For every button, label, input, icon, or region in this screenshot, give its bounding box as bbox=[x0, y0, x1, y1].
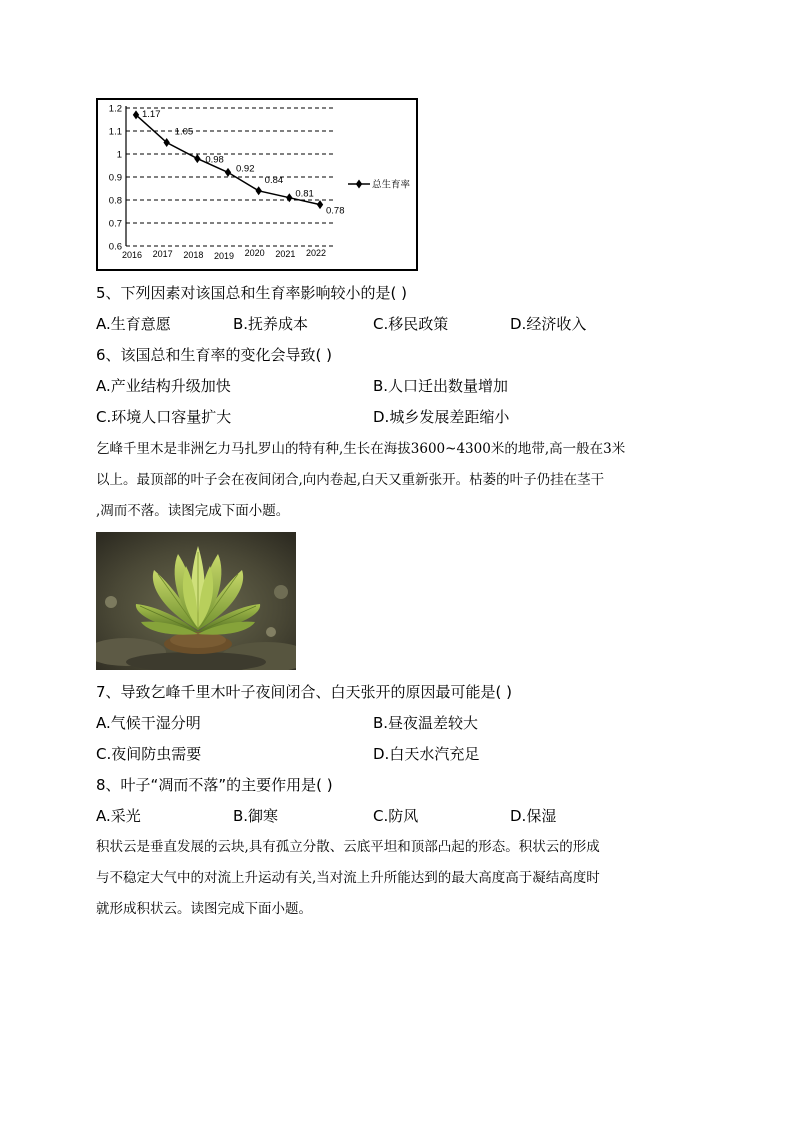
q8-option-c[interactable]: C.防风 bbox=[373, 807, 419, 825]
series-line bbox=[136, 115, 320, 205]
x-tick-label: 2017 bbox=[152, 249, 173, 259]
y-tick-label: 1 bbox=[116, 149, 122, 161]
q6-option-d[interactable]: D.城乡发展差距缩小 bbox=[373, 408, 510, 426]
question-6-stem: 6、该国总和生育率的变化会导致( ) bbox=[96, 346, 333, 364]
data-point bbox=[163, 138, 169, 147]
data-point bbox=[225, 168, 231, 177]
x-tick-label: 2018 bbox=[183, 250, 204, 260]
y-tick-label: 0.9 bbox=[108, 172, 122, 184]
data-point bbox=[255, 186, 261, 195]
data-point bbox=[133, 110, 139, 119]
x-tick-label: 2020 bbox=[244, 248, 265, 258]
q7-option-d[interactable]: D.白天水汽充足 bbox=[373, 745, 480, 763]
q5-option-b[interactable]: B.抚养成本 bbox=[233, 315, 309, 333]
data-label: 0.92 bbox=[236, 163, 255, 175]
data-label: 0.84 bbox=[264, 174, 284, 186]
plant-photo bbox=[96, 532, 296, 670]
passage-cumulus-line: 就形成积状云。读图完成下面小题。 bbox=[96, 901, 312, 917]
question-5-stem: 5、下列因素对该国总和生育率影响较小的是( ) bbox=[96, 284, 408, 302]
question-7-stem: 7、导致乞峰千里木叶子夜间闭合、白天张开的原因最可能是( ) bbox=[96, 683, 513, 701]
q5-option-c[interactable]: C.移民政策 bbox=[373, 315, 449, 333]
q5-option-d[interactable]: D.经济收入 bbox=[510, 315, 587, 333]
q8-option-a[interactable]: A.采光 bbox=[96, 807, 141, 825]
q8-option-d[interactable]: D.保湿 bbox=[510, 807, 557, 825]
y-tick-label: 0.7 bbox=[108, 218, 122, 230]
passage-plant-line: ,凋而不落。读图完成下面小题。 bbox=[96, 503, 290, 519]
x-tick-label: 2021 bbox=[275, 249, 296, 259]
q5-option-a[interactable]: A.生育意愿 bbox=[96, 315, 171, 333]
passage-cumulus-line: 与不稳定大气中的对流上升运动有关,当对流上升所能达到的最大高度高于凝结高度时 bbox=[96, 870, 600, 886]
passage-cumulus bbox=[96, 832, 696, 925]
x-tick-label: 2022 bbox=[305, 248, 327, 258]
passage-cumulus-line: 积状云是垂直发展的云块,具有孤立分散、云底平坦和顶部凸起的形态。积状云的形成 bbox=[96, 839, 600, 855]
passage-plant-line: 以上。最顶部的叶子会在夜间闭合,向内卷起,白天又重新张开。枯萎的叶子仍挂在茎干 bbox=[96, 472, 605, 488]
data-label: 1.05 bbox=[174, 126, 194, 138]
q6-option-c[interactable]: C.环境人口容量扩大 bbox=[96, 408, 232, 426]
legend-marker bbox=[356, 180, 362, 189]
x-tick-label: 2016 bbox=[121, 250, 143, 260]
q7-option-b[interactable]: B.昼夜温差较大 bbox=[373, 714, 479, 732]
y-tick-label: 0.6 bbox=[108, 241, 122, 253]
passage-plant-line: 乞峰千里木是非洲乞力马扎罗山的特有种,生长在海拔3600~4300米的地带,高一般在3米 bbox=[96, 441, 626, 457]
q6-option-a[interactable]: A.产业结构升级加快 bbox=[96, 377, 231, 395]
q7-option-c[interactable]: C.夜间防虫需要 bbox=[96, 745, 202, 763]
q7-option-a[interactable]: A.气候干湿分明 bbox=[96, 714, 201, 732]
y-tick-label: 1.1 bbox=[108, 126, 122, 138]
passage-plant bbox=[96, 434, 696, 527]
question-8-stem: 8、叶子“凋而不落”的主要作用是( ) bbox=[96, 776, 333, 794]
data-label: 0.98 bbox=[205, 154, 224, 166]
y-tick-label: 1.2 bbox=[108, 103, 122, 115]
line-chart bbox=[98, 100, 416, 269]
x-tick-label: 2019 bbox=[213, 251, 235, 261]
y-tick-label: 0.8 bbox=[108, 195, 122, 207]
data-point bbox=[194, 154, 200, 163]
data-point bbox=[317, 200, 323, 209]
data-label: 0.81 bbox=[295, 188, 314, 200]
legend-label: 总生育率 bbox=[372, 179, 411, 191]
q6-option-b[interactable]: B.人口迁出数量增加 bbox=[373, 377, 509, 395]
q8-option-b[interactable]: B.御寒 bbox=[233, 807, 279, 825]
fertility-rate-chart bbox=[96, 98, 418, 271]
data-label: 0.78 bbox=[326, 205, 345, 217]
data-label: 1.17 bbox=[142, 108, 161, 120]
data-point bbox=[286, 193, 292, 202]
